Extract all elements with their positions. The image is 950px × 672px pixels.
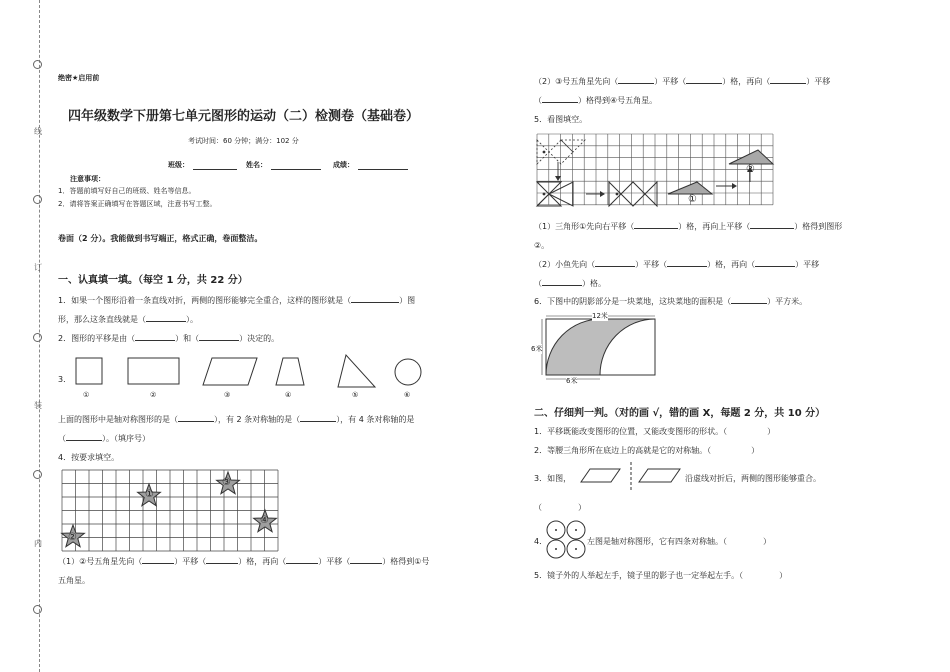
- secret-mark: 绝密★启用前: [58, 74, 100, 82]
- q1-line2: 形，那么这条直线就是（ ）。: [58, 315, 198, 324]
- judge-4-text: 左图是轴对称图形，它有四条对称轴。（ ）: [587, 537, 771, 546]
- notice-title: 注意事项：: [70, 175, 105, 183]
- binding-char: 装: [34, 401, 42, 410]
- judge-3-text: 沿虚线对折后，两侧的图形能够重合。: [685, 474, 821, 483]
- class-label: 班级：: [168, 161, 189, 169]
- star-number: ②: [68, 532, 77, 543]
- q4-2-line2: （ ）格得到④号五角星。: [534, 96, 658, 105]
- judge-3-answer-line: （ ）: [534, 503, 586, 512]
- binding-char: 内: [34, 539, 42, 548]
- section1-title: 一、认真填一填。（每空 1 分，共 22 分）: [58, 275, 248, 286]
- neatness-note: 卷面（2 分）。我能做到书写端正，格式正确，卷面整洁。: [58, 234, 263, 243]
- q5-2-line1: （2）小鱼先向（ ）平移（ ）格，再向（ ）平移: [534, 260, 820, 269]
- q5-triangle-label: ②: [746, 164, 755, 175]
- star-number: ③: [222, 477, 231, 488]
- q1-line1: 1．如果一个图形沿着一条直线对折，两侧的图形能够完全重合，这样的图形就是（ ）图: [58, 296, 416, 305]
- q6-left-label: 6米: [531, 345, 543, 353]
- page-title: 四年级数学下册第七单元图形的运动（二）检测卷（基础卷）: [68, 109, 420, 124]
- shape-number: ⑥: [404, 391, 411, 399]
- q6-bottom-label: 6米: [566, 377, 578, 385]
- judge-3-lead: 3．如图，: [534, 474, 572, 483]
- shape-number: ④: [285, 391, 292, 399]
- notice-line-2: 2．请将答案正确填写在答题区域，注意书写工整。: [58, 200, 217, 208]
- q2-line: 2．图形的平移是由（ ）和（ ）决定的。: [58, 334, 280, 343]
- judge-2: 2．等腰三角形所在底边上的高就是它的对称轴。（ ）: [534, 446, 760, 455]
- star-number: ④: [260, 515, 269, 526]
- exam-time-info: 考试时间：60 分钟；满分：102 分: [188, 137, 299, 145]
- notice-line-1: 1．答题前填写好自己的班级、姓名等信息。: [58, 187, 196, 195]
- judge-1: 1．平移既能改变图形的位置，又能改变图形的形状。（ ）: [534, 427, 776, 436]
- q4-1-line2: 五角星。: [58, 576, 90, 585]
- q3-number: 3．: [58, 375, 72, 384]
- section2-title: 二、仔细判一判。（对的画 √，错的画 X，每题 2 分，共 10 分）: [534, 408, 826, 419]
- star-number: ①: [145, 489, 154, 500]
- binding-char: 订: [34, 263, 42, 272]
- q5-1-line1: （1）三角形①先向右平移（ ）格，再向上平移（ ）格得到图形: [534, 222, 843, 231]
- judge-5: 5．镜子外的人举起左手，镜子里的影子也一定举起左手。（ ）: [534, 571, 788, 580]
- shape-number: ③: [224, 391, 231, 399]
- q3-text-line1: 上面的图形中是轴对称图形的是（ ），有 2 条对称轴的是（ ），有 4 条对称轴的是: [58, 415, 415, 424]
- q5-1-line2: ②。: [534, 241, 550, 250]
- q6-top-label: 12米: [592, 312, 608, 320]
- binding-char: 线: [34, 127, 42, 136]
- score-label: 成绩：: [333, 161, 354, 169]
- q5-title: 5．看图填空。: [534, 115, 588, 124]
- q4-title: 4．按要求填空。: [58, 453, 120, 462]
- q5-triangle-label: ①: [688, 194, 697, 205]
- shape-number: ①: [83, 391, 90, 399]
- q6-line: 6．下图中的阴影部分是一块菜地，这块菜地的面积是（ ）平方米。: [534, 297, 808, 306]
- q4-1-line1: （1）②号五角星先向（ ）平移（ ）格，再向（ ）平移（ ）格得到①号: [58, 557, 430, 566]
- q3-text-line2: （ ）。（填序号）: [58, 434, 150, 443]
- q4-2-line1: （2）③号五角星先向（ ）平移（ ）格，再向（ ）平移: [534, 77, 831, 86]
- shape-number: ⑤: [352, 391, 359, 399]
- q5-2-line2: （ ）格。: [534, 279, 606, 288]
- name-label: 姓名：: [246, 161, 267, 169]
- shape-number: ②: [150, 391, 157, 399]
- judge-4-lead: 4．: [534, 537, 548, 546]
